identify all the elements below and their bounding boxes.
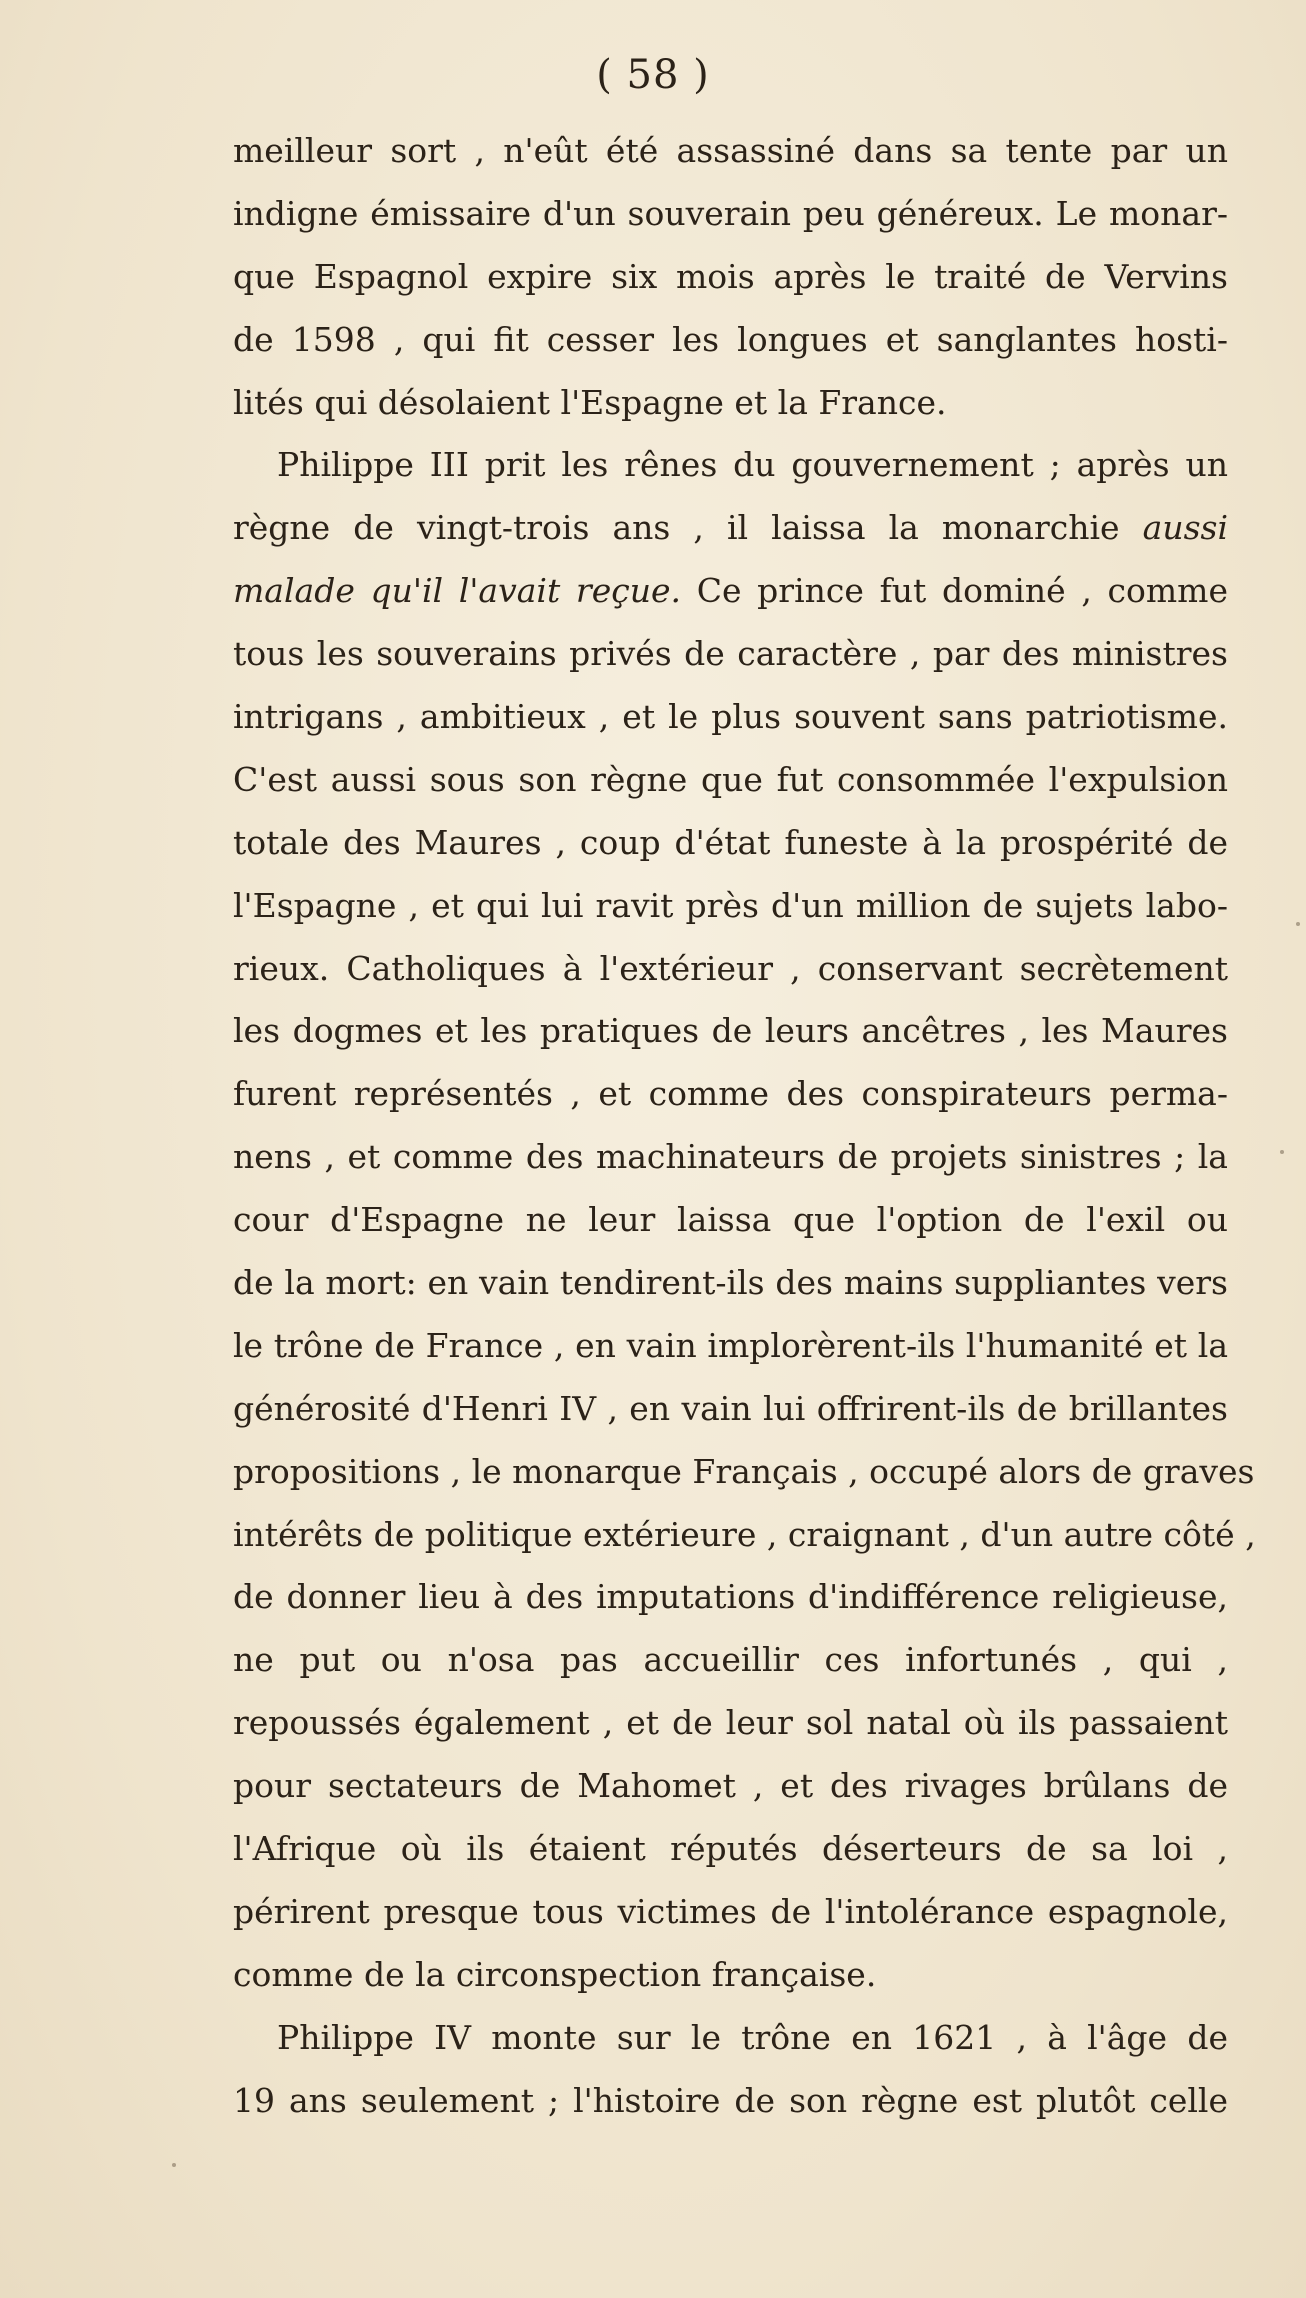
text-line-content: l'Espagne , et qui lui ravit près d'un million de sujets labo-	[233, 885, 1228, 925]
text-line	[233, 1566, 1228, 1629]
text-line-content: intérêts de politique extérieure , craignant , d'un autre côté ,	[233, 1514, 1256, 1554]
text-line	[233, 2070, 1228, 2133]
body-text	[233, 120, 1256, 2133]
text-line	[233, 1504, 1256, 1567]
text-line-content: ne put ou n'osa pas accueillir ces infortunés , qui ,	[233, 1640, 1228, 1680]
paper-spot	[172, 2163, 176, 2167]
text-line	[233, 1755, 1228, 1818]
italic-text: aussi	[1142, 508, 1228, 548]
text-line	[233, 1944, 1228, 2007]
paper-spot	[1296, 922, 1300, 926]
text-line	[233, 1818, 1228, 1881]
text-line-content: de donner lieu à des imputations d'indifférence religieuse,	[233, 1577, 1228, 1617]
text-line	[233, 1252, 1228, 1315]
text-line	[233, 497, 1228, 560]
text-line-content: Ce prince fut dominé , comme	[681, 571, 1228, 611]
text-line-content: périrent presque tous victimes de l'intolérance espagnole,	[233, 1891, 1228, 1931]
text-line	[233, 1315, 1228, 1378]
text-line	[233, 560, 1228, 623]
italic-text: malade qu'il l'avait reçue.	[233, 571, 681, 611]
text-line-content: intrigans , ambitieux , et le plus souvent sans patriotisme.	[233, 697, 1228, 737]
text-line-content: générosité d'Henri IV , en vain lui offrirent-ils de brillantes	[233, 1388, 1228, 1428]
text-line-content: de 1598 , qui fit cesser les longues et sanglantes hosti-	[233, 319, 1228, 359]
text-line	[233, 749, 1228, 812]
text-line-content: Philippe III prit les rênes du gouvernement ; après un	[277, 445, 1228, 485]
text-line-content: pour sectateurs de Mahomet , et des rivages brûlans de	[233, 1766, 1228, 1806]
text-line-content: les dogmes et les pratiques de leurs ancêtres , les Maures	[233, 1011, 1228, 1051]
text-line	[233, 1189, 1228, 1252]
text-line	[233, 183, 1228, 246]
text-line	[233, 1881, 1228, 1944]
text-line-content: rieux. Catholiques à l'extérieur , conservant secrètement	[233, 948, 1228, 988]
text-line-content: le trône de France , en vain implorèrent-ils l'humanité et la	[233, 1325, 1228, 1365]
text-line	[233, 938, 1228, 1001]
text-line-content: lités qui désolaient l'Espagne et la France.	[233, 382, 947, 422]
text-line	[233, 2007, 1228, 2070]
text-line	[233, 1629, 1228, 1692]
text-line	[233, 1063, 1228, 1126]
text-line-content: furent représentés , et comme des conspirateurs perma-	[233, 1074, 1228, 1114]
text-line-content: nens , et comme des machinateurs de projets sinistres ; la	[233, 1137, 1228, 1177]
paper-spot	[1280, 1150, 1284, 1154]
text-line-content: Philippe IV monte sur le trône en 1621 , à l'âge de	[277, 2017, 1228, 2057]
text-line	[233, 1126, 1228, 1189]
text-line-content: de la mort: en vain tendirent-ils des mains suppliantes vers	[233, 1263, 1228, 1303]
text-line	[233, 1378, 1228, 1441]
text-line-content: cour d'Espagne ne leur laissa que l'option de l'exil ou	[233, 1200, 1228, 1240]
text-line	[233, 623, 1228, 686]
text-line	[233, 434, 1228, 497]
text-line-content: repoussés également , et de leur sol natal où ils passaient	[233, 1703, 1228, 1743]
text-line-content: C'est aussi sous son règne que fut consommée l'expulsion	[233, 759, 1228, 799]
text-line-content: que Espagnol expire six mois après le traité de Vervins	[233, 256, 1228, 296]
text-line-content: propositions , le monarque Français , occupé alors de graves	[233, 1451, 1255, 1491]
text-line-content: 19 ans seulement ; l'histoire de son règne est plutôt celle	[233, 2080, 1228, 2120]
text-line-content: l'Afrique où ils étaient réputés déserteurs de sa loi ,	[233, 1829, 1228, 1869]
text-line	[233, 120, 1228, 183]
text-line	[233, 372, 1228, 435]
text-line	[233, 1441, 1255, 1504]
text-line	[233, 1692, 1228, 1755]
text-line-content: comme de la circonspection française.	[233, 1954, 877, 1994]
text-line	[233, 1000, 1228, 1063]
text-line-content: indigne émissaire d'un souverain peu généreux. Le monar-	[233, 193, 1228, 233]
text-line	[233, 309, 1228, 372]
text-line-content: règne de vingt-trois ans , il laissa la monarchie	[233, 508, 1143, 548]
text-line	[233, 246, 1228, 309]
text-line-content: meilleur sort , n'eût été assassiné dans sa tente par un	[233, 131, 1228, 170]
text-line	[233, 686, 1228, 749]
page-number: ( 58 )	[596, 52, 710, 98]
text-line	[233, 812, 1228, 875]
text-line	[233, 875, 1228, 938]
text-line-content: totale des Maures , coup d'état funeste à la prospérité de	[233, 822, 1228, 862]
text-line-content: tous les souverains privés de caractère , par des ministres	[233, 634, 1228, 674]
